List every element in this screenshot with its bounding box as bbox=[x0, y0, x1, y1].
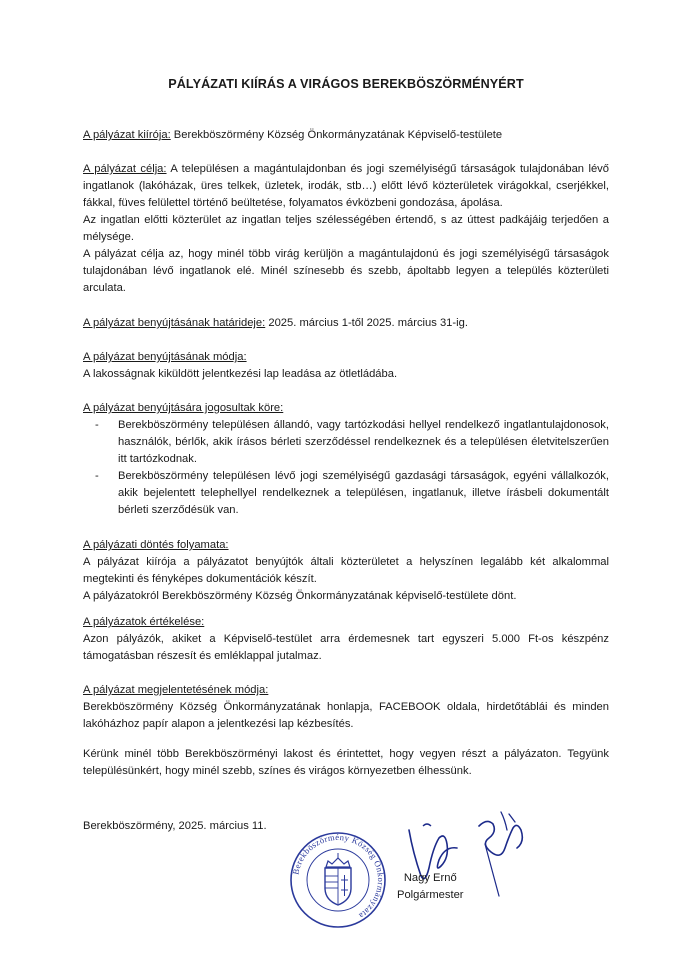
deadline-label: A pályázat benyújtásának határideje: bbox=[83, 317, 266, 329]
deadline-section bbox=[83, 315, 609, 332]
goal-section bbox=[83, 161, 609, 297]
decision-section bbox=[83, 537, 609, 605]
evaluation-section bbox=[83, 614, 609, 665]
issuer-section bbox=[83, 127, 609, 144]
eligible-item-1: Berekböszörmény településen állandó, vagy tartózkodási hellyel rendelkező ingatlantulajdonosok, használók, bérlők, akik írásos bérleti szerződéssel rendelkeznek és a településen életvitelszerűen itt tartózkodnak. bbox=[118, 419, 609, 465]
eligible-section bbox=[83, 400, 609, 519]
evaluation-text: Azon pályázók, akiket a Képviselő-testület arra érdemesnek tart egyszeri 5.000 Ft-os készpénz támogatásban részesít és emléklappal jutalmaz. bbox=[83, 633, 609, 662]
method-section bbox=[83, 349, 609, 383]
mayor-name: Nagy Ernő bbox=[403, 872, 457, 884]
place-date: Berekböszörmény, 2025. március 11. bbox=[83, 820, 267, 832]
issuer-text: Berekböszörmény Község Önkormányzatának Képviselő-testülete bbox=[170, 129, 503, 141]
seal-text: Berekböszörmény Község Önkormányzata bbox=[290, 831, 387, 922]
eligible-label: A pályázat benyújtására jogosultak köre: bbox=[83, 402, 284, 414]
mayor-block bbox=[397, 870, 464, 904]
decision-label: A pályázati döntés folyamata: bbox=[83, 539, 229, 551]
closing-text: Kérünk minél több Berekböszörményi lakost és érintettet, hogy vegyen részt a pályázaton. Tegyünk településünkért, hogy minél szebb, színes és virágos környezetben élhessünk. bbox=[83, 748, 609, 777]
mayor-role: Polgármester bbox=[397, 889, 464, 901]
goal-paragraph-3: A pályázat célja az, hogy minél több virág kerüljön a magántulajdonú és jogi személyiségű társaságok tulajdonában lévő ingatlanok elé. Minél színesebb és szebb, ápoltabb legyen a település közterületi arculata. bbox=[83, 248, 609, 294]
document-title: PÁLYÁZATI KIÍRÁS A VIRÁGOS BEREKBÖSZÖRMÉNYÉRT bbox=[168, 77, 524, 91]
list-item: - Berekböszörmény településen lévő jogi személyiségű gazdasági társaságok, egyéni vállalkozók, akik bejelentett telephellyel rendelkeznek a településen, ingatlanuk, illetve írásbeli dokumentált bérleti szerződésük van. bbox=[95, 470, 609, 516]
publication-label: A pályázat megjelentetésének módja: bbox=[83, 684, 269, 696]
goal-line1: A településen a magántulajdonban és jogi személyiségű társaságok tulajdonában lévő bbox=[166, 163, 609, 175]
issuer-label: A pályázat kiírója: bbox=[83, 129, 171, 141]
goal-label: A pályázat célja: bbox=[83, 163, 167, 175]
deadline-text: 2025. március 1-től 2025. március 31-ig. bbox=[265, 317, 468, 329]
publication-text: Berekböszörmény Község Önkormányzatának honlapja, FACEBOOK oldala, hirdetőtáblái és minden lakóházhoz papír alapon a jelentkezési lap kézbesítés. bbox=[83, 701, 609, 730]
list-item: - Berekböszörmény településen állandó, vagy tartózkodási hellyel rendelkező ingatlantulajdonosok, használók, bérlők, akik írásos bérleti szerződéssel rendelkeznek és a településen életvitelszerűen itt tartózkodnak. bbox=[95, 419, 609, 465]
decision-paragraph-2: A pályázatokról Berekböszörmény Község Önkormányzatának képviselő-testülete dönt. bbox=[83, 590, 517, 602]
publication-section bbox=[83, 682, 609, 733]
closing-section bbox=[83, 746, 609, 780]
goal-line3: fákkal, füves felülettel történő beültetése, folyamatos évközbeni gondozása, ápolása. bbox=[83, 197, 503, 209]
method-text: A lakosságnak kiküldött jelentkezési lap leadása az ötletládába. bbox=[83, 368, 398, 380]
decision-paragraph-1: A pályázat kiírója a pályázatot benyújtók általi közterületet a helyszínen legalább két alkalommal megtekinti és fényképes dokumentációk készít. bbox=[83, 556, 609, 585]
eligible-item-2: Berekböszörmény településen lévő jogi személyiségű gazdasági társaságok, egyéni vállalkozók, akik bejelentett telephellyel rendelkeznek a településen, ingatlanuk, illetve írásbeli dokumentált bérleti szerződésük van. bbox=[118, 470, 609, 516]
method-label: A pályázat benyújtásának módja: bbox=[83, 351, 247, 363]
evaluation-label: A pályázatok értékelése: bbox=[83, 616, 205, 628]
municipal-seal-icon bbox=[288, 830, 388, 930]
goal-line2: ingatlanok (lakóházak, üres telkek, üzletek, irodák, stb…) előtt lévő közterületek virágokkal, cserjékkel, bbox=[83, 180, 609, 192]
goal-paragraph-2: Az ingatlan előtti közterület az ingatlan teljes szélességében értendő, s az úttest padkájáig terjedően a mélysége. bbox=[83, 214, 609, 243]
